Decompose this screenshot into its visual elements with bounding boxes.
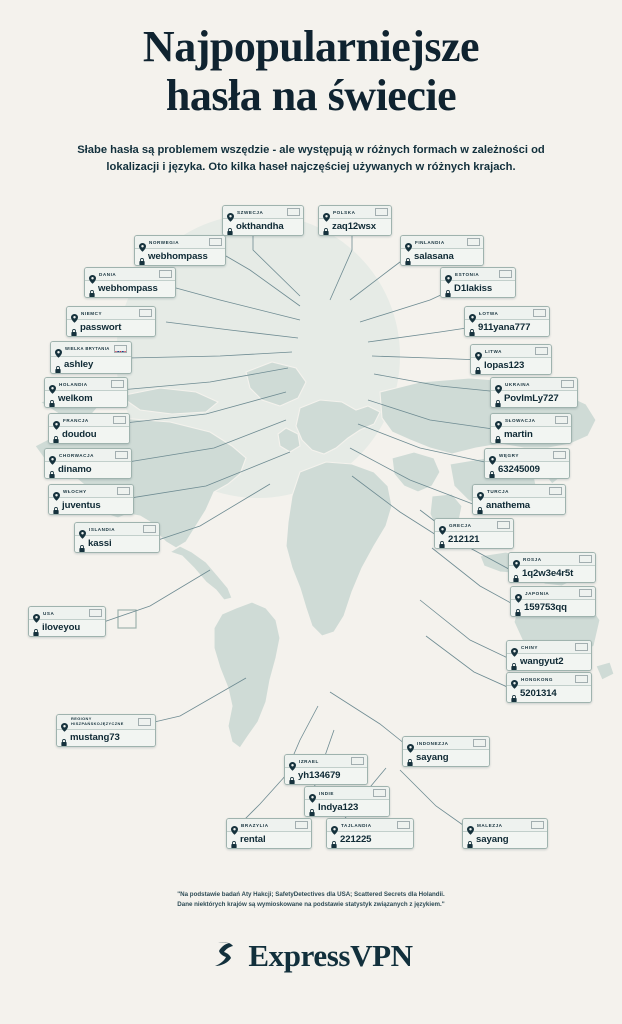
password-value: zaq12wsx (332, 221, 376, 232)
label-header (441, 268, 515, 281)
padlock-icon (89, 285, 95, 293)
flag-icon (499, 270, 512, 279)
map-pin-icon (33, 610, 40, 617)
label-body (441, 281, 515, 297)
flag-icon (549, 487, 562, 496)
flag-icon (209, 238, 222, 247)
padlock-icon (405, 253, 411, 261)
padlock-icon (231, 836, 237, 844)
password-value: 221225 (340, 834, 372, 845)
label-body (485, 462, 569, 478)
map-highlight-box (118, 610, 136, 628)
country-name: JAPONIA (525, 590, 550, 596)
country-name: USA (43, 610, 55, 616)
password-value: webhompass (98, 283, 158, 294)
padlock-icon (139, 253, 145, 261)
label-turcja[interactable] (472, 484, 566, 515)
label-body (305, 800, 389, 816)
map-pin-icon (469, 310, 476, 317)
padlock-icon (515, 604, 521, 612)
flag-icon (113, 416, 126, 425)
password-value: kassi (88, 538, 112, 549)
password-value: webhompass (148, 251, 208, 262)
padlock-icon (79, 540, 85, 548)
country-name: POLSKA (333, 209, 356, 215)
label-usa[interactable] (28, 606, 106, 637)
password-value: rental (240, 834, 266, 845)
label-francja[interactable] (48, 413, 130, 444)
map-pin-icon (53, 417, 60, 424)
label-header (507, 673, 591, 686)
padlock-icon (511, 690, 517, 698)
padlock-icon (71, 324, 77, 332)
password-value: martin (504, 429, 533, 440)
map-pin-icon (495, 381, 502, 388)
password-value: yh134679 (298, 770, 341, 781)
label-header (507, 641, 591, 654)
password-value: D1lakiss (454, 283, 493, 294)
label-header (223, 206, 303, 219)
expressvpn-logo[interactable] (0, 938, 622, 974)
label-body (465, 320, 549, 336)
flag-icon (117, 487, 130, 496)
country-name: SZWECJA (237, 209, 264, 215)
label-body (51, 357, 131, 373)
label-niemcy[interactable] (66, 306, 156, 337)
label-indonezja[interactable] (402, 736, 490, 767)
map-pin-icon (467, 822, 474, 829)
footnote-line-1: "Na podstawie badań Aty Hakcji; SafetyDetectives dla USA; Scattered Secrets dla Holandii. (177, 891, 445, 898)
label-body (401, 249, 483, 265)
country-name: UKRAINA (505, 381, 531, 387)
label-header (75, 523, 159, 536)
label-chorwacja[interactable] (44, 448, 132, 479)
label-header (45, 378, 127, 391)
password-value: wangyut2 (520, 656, 564, 667)
map-pin-icon (475, 348, 482, 355)
country-name: NORWEGIA (149, 239, 180, 245)
password-value: 159753qq (524, 602, 567, 613)
flag-icon (497, 521, 510, 530)
flag-icon (295, 821, 308, 830)
footnote (100, 890, 522, 910)
padlock-icon (513, 570, 519, 578)
country-name: GRECJA (449, 522, 472, 528)
label-hongkong[interactable] (506, 672, 592, 703)
expressvpn-mark-icon (209, 940, 239, 972)
label-header (51, 342, 131, 357)
padlock-icon (511, 658, 517, 666)
flag-icon (159, 270, 172, 279)
country-name: TURCJA (487, 488, 509, 494)
padlock-icon (495, 395, 501, 403)
map-pin-icon (309, 790, 316, 797)
page-title (0, 22, 622, 121)
label-header (509, 553, 595, 566)
label-body (491, 391, 577, 407)
map-pin-icon (139, 239, 146, 246)
country-name: ŁOTWA (479, 310, 499, 316)
map-pin-icon (49, 452, 56, 459)
label-rosja[interactable] (508, 552, 596, 583)
expressvpn-wordmark: ExpressVPN (248, 938, 413, 973)
password-value: welkom (58, 393, 93, 404)
map-pin-icon (331, 822, 338, 829)
page-subtitle: Słabe hasła są problemem wszędzie - ale występują w różnych formach w zależności od lokalizacji i języka. Oto kilka haseł najczęściej używanych w różnych krajach. (77, 144, 545, 174)
map-pin-icon (511, 676, 518, 683)
label-norwegia[interactable] (134, 235, 226, 266)
label-header (491, 378, 577, 391)
password-value: dinamo (58, 464, 92, 475)
password-value: okthandha (236, 221, 284, 232)
country-name: HONGKONG (521, 676, 553, 682)
label-grecja[interactable] (434, 518, 514, 549)
padlock-icon (331, 836, 337, 844)
map-pin-icon (55, 346, 62, 353)
label-slowacja[interactable] (490, 413, 572, 444)
flag-icon (111, 380, 124, 389)
password-value: iloveyou (42, 622, 81, 633)
padlock-icon (495, 431, 501, 439)
flag-icon (579, 589, 592, 598)
label-body (67, 320, 155, 336)
label-body (435, 532, 513, 548)
label-islandia[interactable] (74, 522, 160, 553)
padlock-icon (49, 466, 55, 474)
map-pin-icon (53, 488, 60, 495)
country-name: INDIE (319, 790, 335, 796)
flag-icon (115, 451, 128, 460)
country-name: REGIONY HISZPAŃSKOJĘZYCZNE (71, 716, 124, 726)
label-header (49, 414, 129, 427)
label-finlandia[interactable] (400, 235, 484, 266)
map-pin-icon (231, 822, 238, 829)
password-value: anathema (486, 500, 530, 511)
map-pin-icon (79, 526, 86, 533)
label-header (473, 485, 565, 498)
label-header (465, 307, 549, 320)
padlock-icon (49, 395, 55, 403)
label-body (45, 391, 127, 407)
label-body (463, 832, 547, 848)
label-body (75, 536, 159, 552)
country-name: DANIA (99, 271, 117, 277)
label-ukraina[interactable] (490, 377, 578, 408)
country-name: TAJLANDIA (341, 822, 372, 828)
label-holandia[interactable] (44, 377, 128, 408)
label-header (327, 819, 413, 832)
map-pin-icon (227, 209, 234, 216)
flag-icon (138, 718, 151, 727)
map-pin-icon (513, 556, 520, 563)
flag-icon (553, 451, 566, 460)
label-body (473, 498, 565, 514)
label-header (319, 206, 391, 219)
label-header (435, 519, 513, 532)
country-name: ISLANDIA (89, 526, 116, 532)
password-value: 63245009 (498, 464, 540, 475)
flag-icon (575, 675, 588, 684)
map-pin-icon (439, 522, 446, 529)
map-pin-icon (71, 310, 78, 317)
page-title-line-1: Najpopularniejsze (142, 22, 480, 71)
padlock-icon (323, 223, 329, 231)
footnote-line-2: Dane niektórych krajów są wymioskowane na podstawie statystyk związanych z językiem." (177, 900, 445, 908)
label-header (57, 715, 155, 730)
label-izrael[interactable] (284, 754, 368, 785)
label-body (507, 654, 591, 670)
label-body (327, 832, 413, 848)
padlock-icon (445, 285, 451, 293)
country-name: BRAZYLIA (241, 822, 269, 828)
map-pin-icon (49, 381, 56, 388)
flag-icon (467, 238, 480, 247)
padlock-icon (289, 772, 295, 780)
country-name: CHINY (521, 644, 539, 650)
country-name: ROSJA (523, 556, 542, 562)
map-pin-icon (323, 209, 330, 216)
label-header (403, 737, 489, 750)
flag-icon (579, 555, 592, 564)
label-header (511, 587, 595, 600)
label-wegry[interactable] (484, 448, 570, 479)
padlock-icon (439, 536, 445, 544)
label-szwecja[interactable] (222, 205, 304, 236)
page-title-line-2: hasła na świecie (165, 71, 457, 121)
label-body (227, 832, 311, 848)
padlock-icon (477, 502, 483, 510)
padlock-icon (33, 624, 39, 632)
label-header (401, 236, 483, 249)
flag-icon (473, 739, 486, 748)
country-name: IZRAEL (299, 758, 319, 764)
label-litwa[interactable] (470, 344, 552, 375)
label-regiony-hiszpanskojezyczne[interactable] (56, 714, 156, 747)
label-body (471, 358, 551, 374)
label-lotwa[interactable] (464, 306, 550, 337)
country-name: MALEZJA (477, 822, 503, 828)
padlock-icon (55, 361, 61, 369)
country-name: HOLANDIA (59, 381, 88, 387)
label-header (491, 414, 571, 427)
label-header (85, 268, 175, 281)
flag-icon (533, 309, 546, 318)
password-value: 911yana777 (478, 322, 531, 333)
password-value: passwort (80, 322, 122, 333)
label-body (507, 686, 591, 702)
map-pin-icon (495, 417, 502, 424)
label-body (85, 281, 175, 297)
label-header (67, 307, 155, 320)
country-name: SŁOWACJA (505, 417, 536, 423)
map-pin-icon (511, 644, 518, 651)
label-header (285, 755, 367, 768)
label-header (471, 345, 551, 358)
map-pin-icon (289, 758, 296, 765)
country-name: ESTONIA (455, 271, 480, 277)
country-name: INDONEZJA (417, 740, 449, 746)
label-header (49, 485, 133, 498)
label-body (285, 768, 367, 784)
map-pin-icon (477, 488, 484, 495)
password-value: ashley (64, 359, 94, 370)
label-wielka-brytania[interactable] (50, 341, 132, 374)
label-brazylia[interactable] (226, 818, 312, 849)
password-value: juventus (62, 500, 101, 511)
country-name: WĘGRY (499, 452, 519, 458)
password-value: mustang73 (70, 732, 120, 743)
label-body (45, 462, 131, 478)
password-value: PovlmLy727 (504, 393, 559, 404)
padlock-icon (469, 324, 475, 332)
label-body (403, 750, 489, 766)
padlock-icon (467, 836, 473, 844)
flag-icon (351, 757, 364, 766)
map-pin-icon (89, 271, 96, 278)
map-pin-icon (405, 239, 412, 246)
label-dania[interactable] (84, 267, 176, 298)
label-estonia[interactable] (440, 267, 516, 298)
flag-icon (575, 643, 588, 652)
label-malezja[interactable] (462, 818, 548, 849)
map-pin-icon (407, 740, 414, 747)
password-value: doudou (62, 429, 97, 440)
flag-icon (555, 416, 568, 425)
label-body (135, 249, 225, 265)
country-name: WŁOCHY (63, 488, 87, 494)
map-pin-icon (61, 719, 68, 726)
password-value: sayang (476, 834, 509, 845)
password-value: Indya123 (318, 802, 359, 813)
map-pin-icon (515, 590, 522, 597)
country-name: FRANCJA (63, 417, 89, 423)
password-value: lopas123 (484, 360, 525, 371)
label-chiny[interactable] (506, 640, 592, 671)
flag-icon (531, 821, 544, 830)
flag-icon (114, 345, 127, 354)
label-header (135, 236, 225, 249)
label-header (227, 819, 311, 832)
map-pin-icon (445, 271, 452, 278)
flag-icon (535, 347, 548, 356)
flag-icon (397, 821, 410, 830)
padlock-icon (309, 804, 315, 812)
country-name: LITWA (485, 348, 503, 354)
padlock-icon (489, 466, 495, 474)
flag-icon (561, 380, 574, 389)
country-name: CHORWACJA (59, 452, 94, 458)
label-body (223, 219, 303, 235)
label-header (305, 787, 389, 800)
country-name: WIELKA BRYTANIA (65, 345, 110, 351)
flag-icon (139, 309, 152, 318)
label-body (49, 498, 133, 514)
padlock-icon (53, 431, 59, 439)
flag-icon (287, 208, 300, 217)
label-tajlandia[interactable] (326, 818, 414, 849)
password-value: 212121 (448, 534, 480, 545)
label-body (57, 730, 155, 746)
password-value: sayang (416, 752, 449, 763)
flag-icon (373, 789, 386, 798)
padlock-icon (227, 223, 233, 231)
label-body (509, 566, 595, 582)
padlock-icon (61, 734, 67, 742)
password-value: 1q2w3e4r5t (522, 568, 574, 579)
map-pin-icon (489, 452, 496, 459)
country-name: FINLANDIA (415, 239, 445, 245)
padlock-icon (475, 362, 481, 370)
padlock-icon (407, 754, 413, 762)
label-polska[interactable] (318, 205, 392, 236)
label-indie[interactable] (304, 786, 390, 817)
label-japonia[interactable] (510, 586, 596, 617)
label-body (491, 427, 571, 443)
country-name: NIEMCY (81, 310, 103, 316)
label-header (45, 449, 131, 462)
password-value: salasana (414, 251, 454, 262)
flag-icon (375, 208, 388, 217)
padlock-icon (53, 502, 59, 510)
password-value: 5201314 (520, 688, 557, 699)
flag-icon (143, 525, 156, 534)
label-body (49, 427, 129, 443)
label-header (29, 607, 105, 620)
label-header (463, 819, 547, 832)
flag-icon (89, 609, 102, 618)
label-body (29, 620, 105, 636)
label-header (485, 449, 569, 462)
label-body (511, 600, 595, 616)
label-wlochy[interactable] (48, 484, 134, 515)
